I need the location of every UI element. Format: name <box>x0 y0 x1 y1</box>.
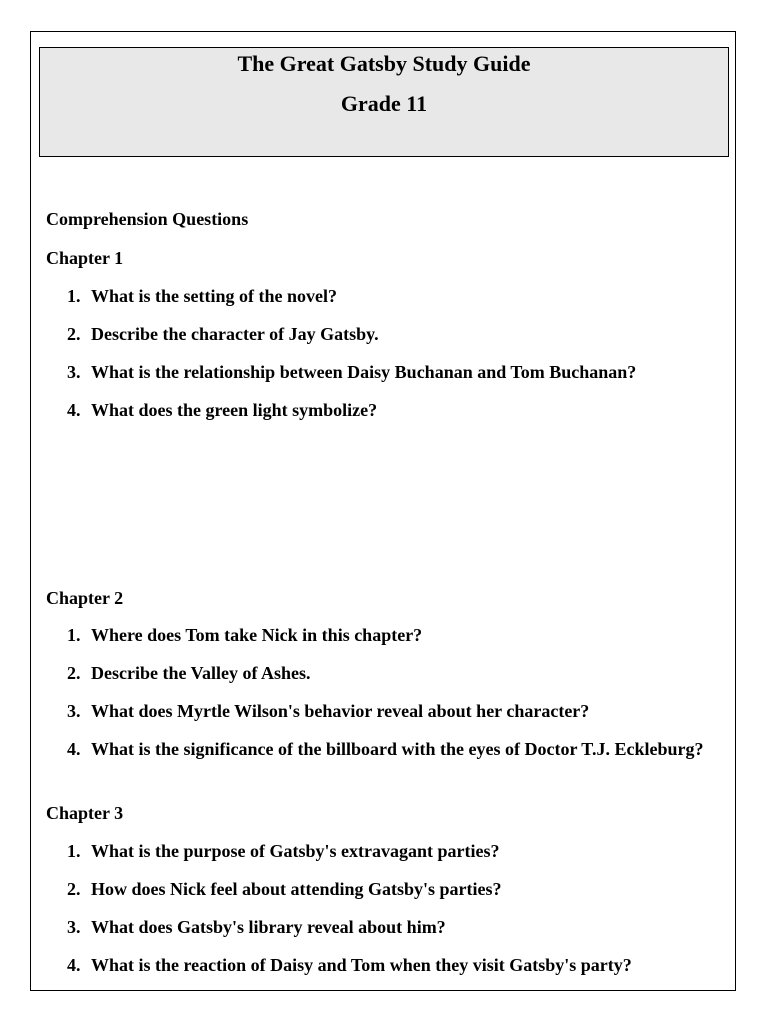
chapter-1-heading: Chapter 1 <box>46 248 124 268</box>
question-number: 3. <box>67 917 81 937</box>
question-item <box>46 737 706 762</box>
question-number: 4. <box>67 400 81 420</box>
question-item <box>46 661 706 686</box>
grade-label: Grade 11 <box>340 91 428 116</box>
question-item <box>46 699 706 724</box>
question-item <box>46 623 706 648</box>
question-text: Describe the Valley of Ashes. <box>91 663 311 683</box>
question-number: 1. <box>67 841 81 861</box>
question-item <box>46 915 706 940</box>
question-text: What does Myrtle Wilson's behavior reveal about her character? <box>91 701 590 721</box>
study-guide-page <box>30 31 736 991</box>
chapter-2-question-list <box>46 623 706 775</box>
question-item <box>46 398 706 423</box>
question-number: 2. <box>67 324 81 344</box>
question-text: What is the reaction of Daisy and Tom when they visit Gatsby's party? <box>91 955 632 975</box>
chapter-3-heading: Chapter 3 <box>46 803 124 823</box>
question-item <box>46 877 706 902</box>
question-text: What is the setting of the novel? <box>91 286 337 306</box>
question-text: What is the significance of the billboard with the eyes of Doctor T.J. Eckleburg? <box>91 739 704 759</box>
question-item <box>46 284 706 309</box>
question-item <box>46 839 706 864</box>
question-number: 2. <box>67 879 81 899</box>
question-item <box>46 322 706 347</box>
chapter-1-question-list <box>46 284 706 436</box>
question-number: 1. <box>67 286 81 306</box>
question-text: Where does Tom take Nick in this chapter? <box>91 625 423 645</box>
question-number: 3. <box>67 362 81 382</box>
question-text: How does Nick feel about attending Gatsby's parties? <box>91 879 502 899</box>
title-header-box <box>39 47 729 157</box>
question-item <box>46 360 706 385</box>
chapter-3-question-list <box>46 839 706 991</box>
question-text: What does the green light symbolize? <box>91 400 378 420</box>
question-text: What is the relationship between Daisy Buchanan and Tom Buchanan? <box>91 362 637 382</box>
question-number: 4. <box>67 739 81 759</box>
question-text: What does Gatsby's library reveal about him? <box>91 917 446 937</box>
document-title: The Great Gatsby Study Guide <box>237 51 531 76</box>
comprehension-questions-heading: Comprehension Questions <box>46 209 249 229</box>
chapter-2-heading: Chapter 2 <box>46 588 124 608</box>
question-item <box>46 953 706 978</box>
question-number: 3. <box>67 701 81 721</box>
question-number: 2. <box>67 663 81 683</box>
question-text: What is the purpose of Gatsby's extravagant parties? <box>91 841 500 861</box>
question-number: 4. <box>67 955 81 975</box>
question-text: Describe the character of Jay Gatsby. <box>91 324 379 344</box>
question-number: 1. <box>67 625 81 645</box>
